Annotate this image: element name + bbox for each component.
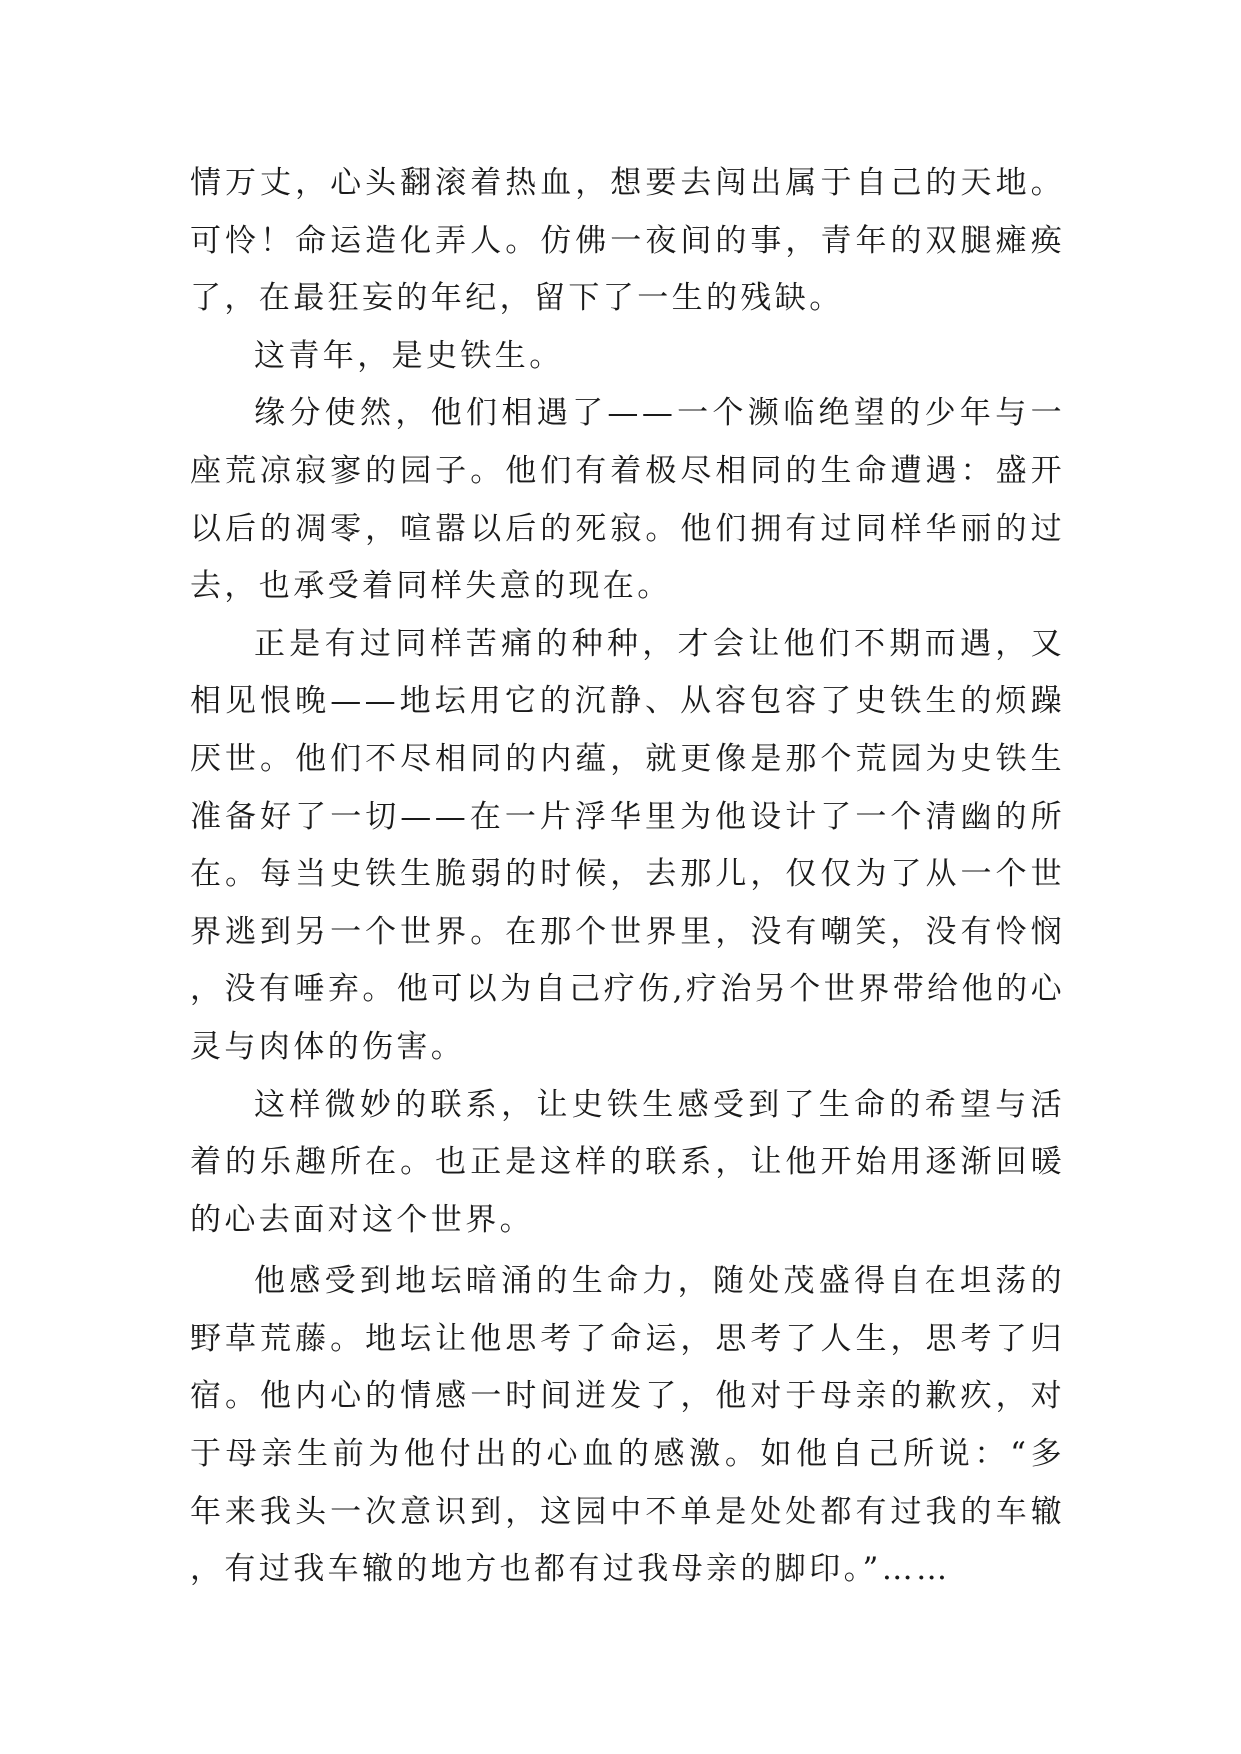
paragraph: 这青年，是史铁生。 [254, 337, 564, 374]
paragraph: 缘分使然，他们相遇了——一个濒临绝望的少年与一座荒凉寂寥的园子。他们有着极尽相同的生命遭遇：盛开以后的凋零，喧嚣以后的死寂。他们拥有过同样华丽的过去，也承受着同样失意的现在。 [190, 395, 1065, 605]
paragraph: 正是有过同样苦痛的种种，才会让他们不期而遇，又相见恨晚——地坛用它的沉静、从容包容了史铁生的烦躁厌世。他们不尽相同的内蕴，就更像是那个荒园为史铁生准备好了一切——在一片浮华里为他设计了一个清幽的所在。每当史铁生脆弱的时候，去那儿，仅仅为了从一个世界逃到另一个世界。在那个世界里，没有嘲笑，没有怜悯，没有唾弃。他可以为自己疗伤,疗治另个世界带给他的心灵与肉体的伤害。 [190, 625, 1065, 1065]
body-text [190, 155, 1065, 1599]
paragraph-continued: 情万丈，心头翻滚着热血，想要去闯出属于自己的天地。可怜！命运造化弄人。仿佛一夜间的事，青年的双腿瘫痪了，在最狂妄的年纪，留下了一生的残缺。 [190, 165, 1065, 317]
paragraph: 他感受到地坛暗涌的生命力，随处茂盛得自在坦荡的野草荒藤。地坛让他思考了命运，思考了人生，思考了归宿。他内心的情感一时间迸发了，他对于母亲的歉疚，对于母亲生前为他付出的心血的感激。如他自己所说：“多年来我头一次意识到，这园中不单是处处都有过我的车辙，有过我车辙的地方也都有过我母亲的脚印。”…… [190, 1263, 1065, 1588]
paragraph: 这样微妙的联系，让史铁生感受到了生命的希望与活着的乐趣所在。也正是这样的联系，让他开始用逐渐回暖的心去面对这个世界。 [190, 1086, 1065, 1238]
